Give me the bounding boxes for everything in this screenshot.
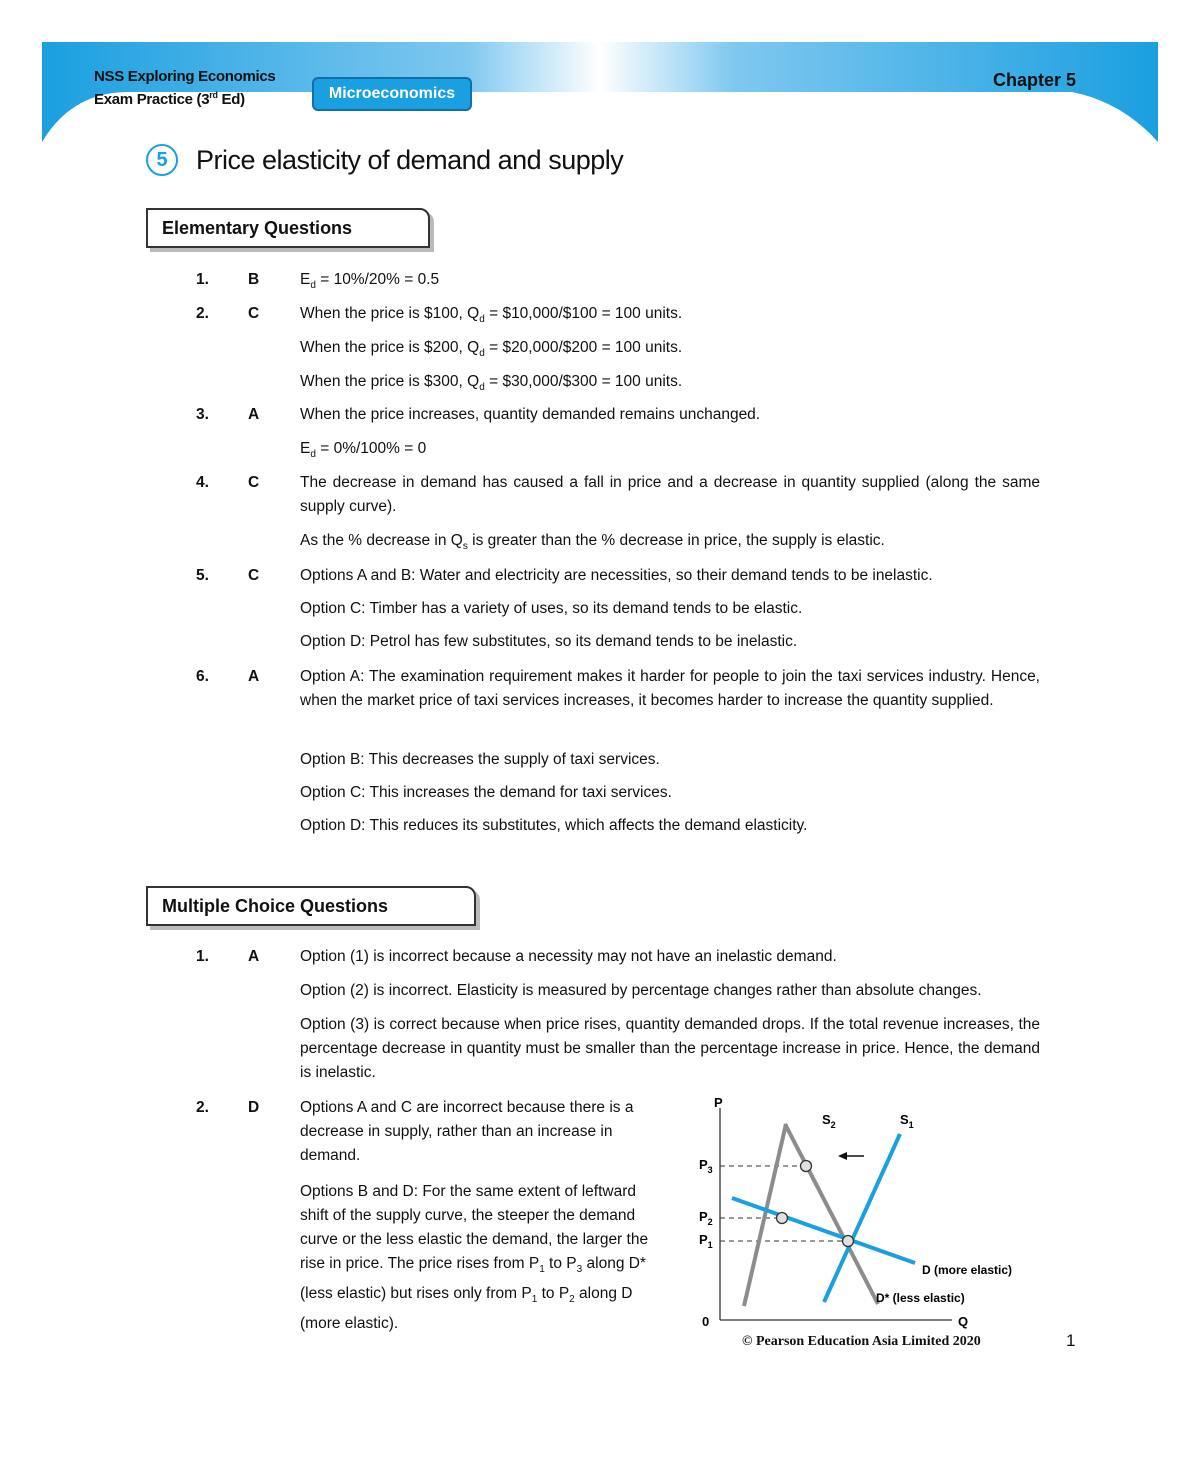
question-number: 2. <box>196 305 209 322</box>
p1-label: $P_1$ <box>699 1232 713 1250</box>
copyright: © Pearson Education Asia Limited 2020 <box>742 1334 981 1349</box>
answer-letter: C <box>248 474 260 491</box>
q-axis-label: Q <box>958 1314 969 1329</box>
explanation-line: Options A and B: Water and electricity are necessities, so their demand tends to be inelastic. <box>300 567 933 584</box>
d-less-label: D* (less elastic) <box>876 1291 965 1305</box>
equilibrium-point-1 <box>843 1236 854 1247</box>
answer-letter: B <box>248 271 260 288</box>
explanation-line: Option (2) is incorrect. Elasticity is measured by percentage changes rather than absolute changes. <box>300 982 982 999</box>
explanation-line: Option (1) is incorrect because a necessity may not have an inelastic demand. <box>300 948 837 965</box>
section-header-elementary: Elementary Questions <box>146 208 430 248</box>
s2-label: $S_2$ <box>822 1112 836 1130</box>
s1-label: $S_1$ <box>900 1112 914 1130</box>
p-axis-label: P <box>714 1095 723 1110</box>
origin-label: 0 <box>702 1314 710 1329</box>
explanation-line: As the % decrease in $Q_s$ is greater than the % decrease in price, the supply is elastic. <box>300 532 885 553</box>
equilibrium-point-3 <box>801 1161 812 1172</box>
answer-letter: C <box>248 567 260 584</box>
section-header-mcq: Multiple Choice Questions <box>146 886 476 926</box>
explanation-line: When the price is $200, $Q_d$ = $20,000/$200 = 100 units. <box>300 339 683 360</box>
chapter-number-icon: 5 <box>146 144 178 176</box>
explanation-line: Option A: The examination requirement makes it harder for people to join the taxi services industry. Hence, when the market price of taxi services increases, it becomes harder to increase the quantity supplied. <box>300 668 1040 709</box>
d-more-label: D (more elastic) <box>922 1263 1013 1277</box>
shift-arrow-head <box>838 1152 847 1160</box>
explanation-line: The decrease in demand has caused a fall in price and a decrease in quantity supplied (along the same supply curve). <box>300 474 1040 515</box>
chapter-label: Chapter 5 <box>992 70 1076 90</box>
page-number: 1 <box>1066 1331 1076 1350</box>
explanation-line: $E_d = 0\%/100\% = 0$ <box>300 440 427 461</box>
question-number: 4. <box>196 474 209 491</box>
question-number: 3. <box>196 406 209 423</box>
p2-label: $P_2$ <box>699 1209 713 1227</box>
p3-label: $P_3$ <box>699 1157 713 1175</box>
chapter-title-text: Price elasticity of demand and supply <box>196 144 624 175</box>
answer-letter: A <box>248 948 260 965</box>
question-number: 2. <box>196 1099 209 1116</box>
answer-letter: A <box>248 668 260 685</box>
question-number: 6. <box>196 668 209 685</box>
question-number: 5. <box>196 567 209 584</box>
explanation-line: Option D: Petrol has few substitutes, so its demand tends to be inelastic. <box>300 633 798 650</box>
chapter-title <box>146 144 623 176</box>
explanation-line: Option (3) is correct because when price rises, quantity demanded drops. If the total revenue increases, the percentage decrease in quantity must be smaller than the percentage increase in price. Hence, the demand is inelastic. <box>300 1016 1040 1081</box>
explanation-line: Option C: Timber has a variety of uses, so its demand tends to be elastic. <box>300 600 803 617</box>
question-number: 1. <box>196 271 209 288</box>
explanation-line: $E_d = 10\%/20\% = 0.5$ <box>300 271 440 292</box>
explanation-line: Option D: This reduces its substitutes, which affects the demand elasticity. <box>300 817 808 834</box>
explanation-line: Options B and D: For the same extent of leftward shift of the supply curve, the steeper the demand curve or the less elastic the demand, the larger the rise in price. The price rises from $P_1$ to $P_3$ along D* (less elastic) but rises only from $P_1$ to $P_2$ along D (more elastic). <box>300 1183 649 1333</box>
explanation-line: Option C: This increases the demand for taxi services. <box>300 784 672 801</box>
answer-letter: C <box>248 305 260 322</box>
answer-letter: D <box>248 1099 260 1116</box>
subject-badge: Microeconomics <box>312 77 472 111</box>
elasticity-diagram <box>690 1090 1050 1340</box>
answer-letter: A <box>248 406 260 423</box>
equilibrium-point-2 <box>777 1213 788 1224</box>
diagram-svg <box>690 1090 1050 1340</box>
explanation-line: When the price increases, quantity demanded remains unchanged. <box>300 406 761 423</box>
explanation-line: When the price is $300, $Q_d$ = $30,000/$300 = 100 units. <box>300 373 683 394</box>
question-number: 1. <box>196 948 209 965</box>
explanation-line: Option B: This decreases the supply of taxi services. <box>300 751 660 768</box>
book-title: NSS Exploring Economics Exam Practice (3rd Ed) <box>94 68 276 108</box>
explanation-line: Options A and C are incorrect because there is a decrease in supply, rather than an increase in demand. <box>300 1099 634 1164</box>
explanation-line: When the price is $100, $Q_d$ = $10,000/$100 = 100 units. <box>300 305 683 326</box>
